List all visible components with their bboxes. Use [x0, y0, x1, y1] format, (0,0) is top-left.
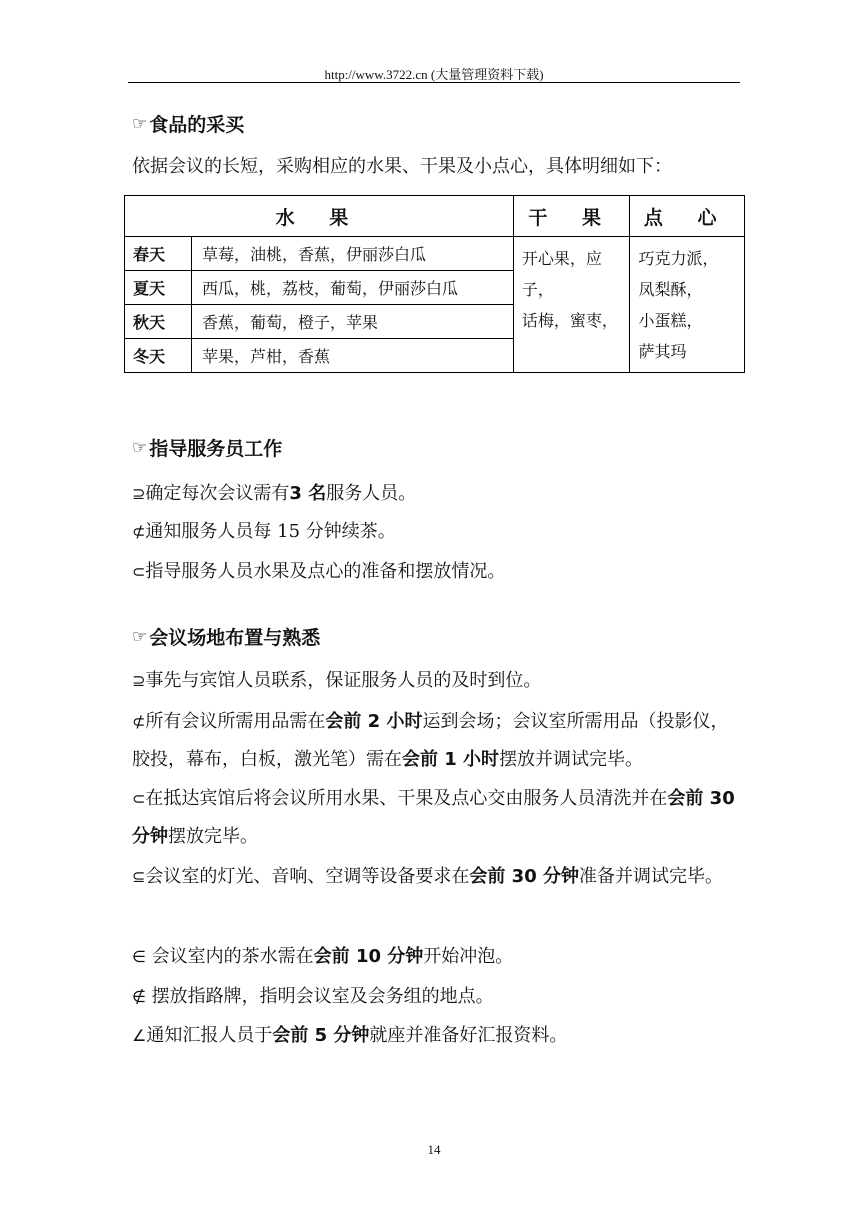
bullet-icon: ⊄ [132, 712, 146, 731]
bullet-icon: ⊆ [132, 867, 146, 886]
page-header: http://www.3722.cn (大量管理资料下载) [324, 67, 544, 82]
bullet-icon: ⊂ [132, 562, 146, 581]
fruit-cell: 西瓜，桃，荔枝，葡萄，伊丽莎白瓜 [192, 271, 514, 305]
bullet-icon: ∉ [132, 987, 146, 1006]
snack-line: 小蛋糕， [638, 311, 703, 330]
intro-paragraph: 依据会议的长短，采购相应的水果、干果及小点心，具体明细如下： [132, 156, 672, 177]
snack-line: 巧克力派， [638, 249, 719, 268]
snack-line: 萨其玛 [638, 342, 687, 361]
season-cell: 秋天 [125, 305, 192, 339]
list-item: ⊇确定每次会议需有3 名服务人员。 [132, 483, 417, 504]
snack-cell [630, 237, 745, 373]
fruit-cell: 草莓，油桃，香蕉，伊丽莎白瓜 [192, 237, 514, 271]
section-heading-venue [132, 623, 320, 650]
list-item: ⊂在抵达宾馆后将会议所用水果、干果及点心交由服务人员清洗并在会前 30 分钟摆放完毕。 [132, 788, 735, 847]
dried-fruit-cell [513, 237, 630, 373]
list-item: ∈ 会议室内的茶水需在会前 10 分钟开始冲泡。 [132, 946, 514, 967]
pointing-hand-icon: ☞ [132, 626, 148, 647]
season-cell: 夏天 [125, 271, 192, 305]
bullet-icon: ∠ [132, 1026, 147, 1045]
pointing-hand-icon: ☞ [132, 437, 148, 458]
pointing-hand-icon: ☞ [132, 113, 148, 134]
fruit-cell: 苹果，芦柑，香蕉 [192, 339, 514, 373]
bullet-icon: ∈ [132, 947, 146, 966]
list-item: ⊇事先与宾馆人员联系，保证服务人员的及时到位。 [132, 670, 542, 691]
list-item: ∉ 摆放指路牌，指明会议室及会务组的地点。 [132, 986, 494, 1007]
header-dried: 干 果 [513, 196, 630, 237]
section-heading-staff [132, 434, 282, 461]
section-title: 会议场地布置与熟悉 [149, 627, 321, 649]
season-cell: 冬天 [125, 339, 192, 373]
season-cell: 春天 [125, 237, 192, 271]
section-title: 指导服务员工作 [149, 438, 283, 460]
bullet-icon: ⊇ [132, 484, 146, 503]
snack-line: 凤梨酥， [638, 280, 703, 299]
header-rule [128, 82, 740, 83]
table-header-row [125, 196, 745, 237]
list-item: ⊆会议室的灯光、音响、空调等设备要求在会前 30 分钟准备并调试完毕。 [132, 866, 723, 887]
food-table [124, 195, 745, 373]
bullet-icon: ⊂ [132, 789, 146, 808]
list-item: ⊄所有会议所需用品需在会前 2 小时运到会场；会议室所需用品（投影仪，胶投，幕布，白板，激光笔）需在会前 1 小时摆放并调试完毕。 [132, 711, 729, 770]
section-heading-food [132, 110, 244, 137]
bullet-icon: ⊇ [132, 671, 146, 690]
list-item: ⊂指导服务人员水果及点心的准备和摆放情况。 [132, 561, 506, 582]
header-snack: 点 心 [630, 196, 745, 237]
bullet-icon: ⊄ [132, 522, 146, 541]
header-fruit: 水 果 [125, 196, 514, 237]
page-number: 14 [427, 1142, 441, 1157]
fruit-cell: 香蕉，葡萄，橙子，苹果 [192, 305, 514, 339]
dried-line: 开心果，应子， [521, 249, 602, 299]
dried-line: 话梅，蜜枣， [521, 311, 618, 330]
table-row [125, 237, 745, 271]
list-item: ⊄通知服务人员每 15 分钟续茶。 [132, 521, 396, 542]
section-title: 食品的采买 [149, 114, 245, 136]
list-item: ∠通知汇报人员于会前 5 分钟就座并准备好汇报资料。 [132, 1025, 568, 1046]
